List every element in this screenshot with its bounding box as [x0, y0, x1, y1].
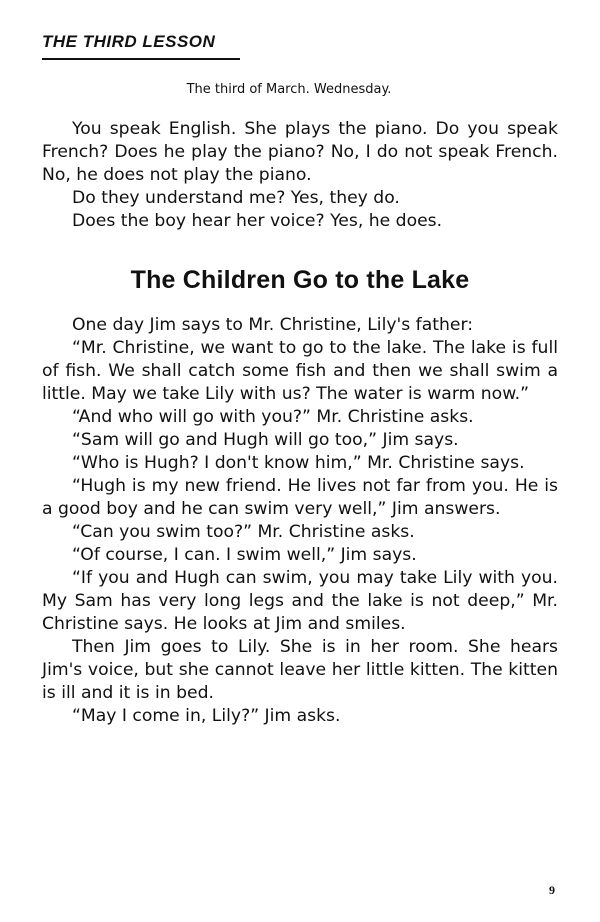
drill-paragraph: You speak English. She plays the piano. Do you speak French? Does he play the piano? No, I do not speak French. No, he does not play the piano.: [42, 119, 558, 185]
story-paragraph: “Sam will go and Hugh will go too,” Jim says.: [72, 430, 459, 450]
story-paragraph: “Hugh is my new friend. He lives not far from you. He is a good boy and he can swim very well,” Jim answers.: [42, 476, 558, 519]
story-paragraph: “Mr. Christine, we want to go to the lake. The lake is full of fish. We shall catch some fish and then we shall swim a little. May we take Lily with us? The water is warm now.”: [42, 338, 558, 404]
story-paragraph: “And who will go with you?” Mr. Christine asks.: [72, 407, 474, 427]
story-paragraph: “Of course, I can. I swim well,” Jim says.: [72, 545, 417, 565]
header-rule: [42, 58, 240, 60]
dateline: The third of March. Wednesday.: [186, 82, 392, 97]
drill-paragraph: Does the boy hear her voice? Yes, he does.: [72, 211, 443, 231]
drill-sentences: [42, 118, 558, 233]
story-paragraph: “May I come in, Lily?” Jim asks.: [72, 706, 341, 726]
page-number: 9: [549, 883, 555, 897]
running-head: THE THIRD LESSON: [42, 32, 216, 51]
story-paragraph: Then Jim goes to Lily. She is in her room. She hears Jim's voice, but she cannot leave her little kitten. The kitten is ill and it is in bed.: [42, 637, 558, 703]
story-title: The Children Go to the Lake: [130, 266, 470, 294]
drill-paragraph: Do they understand me? Yes, they do.: [72, 188, 400, 208]
story-text: [42, 314, 558, 728]
story-paragraph: One day Jim says to Mr. Christine, Lily's father:: [72, 315, 474, 335]
story-paragraph: “If you and Hugh can swim, you may take Lily with you. My Sam has very long legs and the lake is not deep,” Mr. Christine says. He looks at Jim and smiles.: [42, 568, 558, 634]
story-paragraph: “Can you swim too?” Mr. Christine asks.: [72, 522, 415, 542]
story-paragraph: “Who is Hugh? I don't know him,” Mr. Christine says.: [72, 453, 525, 473]
